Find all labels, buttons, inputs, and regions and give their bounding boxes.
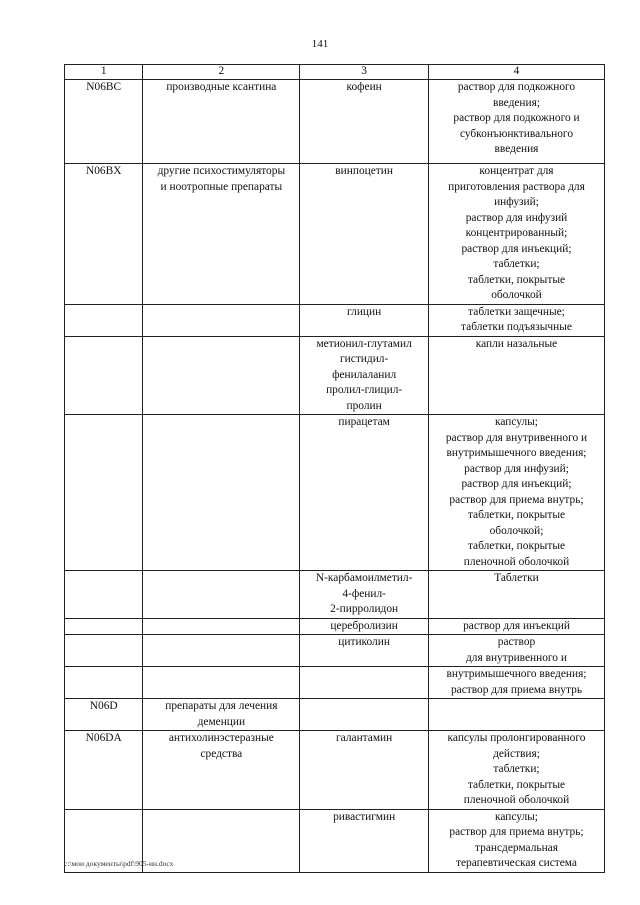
dosage-forms-cell: внутримышечного введения; раствор для приема внутрь [428,667,604,699]
atc-code-cell: N06DA [65,731,143,810]
dosage-forms-cell: капсулы пролонгированного действия; таблетки; таблетки, покрытые пленочной оболочкой [428,731,604,810]
table-header-row [65,65,605,80]
atc-code-cell: N06BC [65,80,143,164]
substance-cell: винпоцетин [300,164,429,305]
group-name-cell [143,336,300,415]
table-row [65,635,605,667]
atc-code-cell [65,336,143,415]
substance-cell: галантамин [300,731,429,810]
substance-cell: N-карбамоилметил- 4-фенил- 2-пирролидон [300,571,429,619]
substance-cell: церебролизин [300,618,429,635]
group-name-cell [143,571,300,619]
table-row [65,415,605,571]
group-name-cell [143,304,300,336]
table-row [65,699,605,731]
table-row [65,618,605,635]
atc-code-cell [65,618,143,635]
dosage-forms-cell [428,699,604,731]
atc-code-cell [65,667,143,699]
atc-code-cell [65,415,143,571]
substance-cell: глицин [300,304,429,336]
substance-cell: пирацетам [300,415,429,571]
table-row [65,80,605,164]
dosage-forms-cell: Таблетки [428,571,604,619]
table-row [65,164,605,305]
header-cell: 3 [300,65,429,80]
group-name-cell [143,618,300,635]
group-name-cell: другие психостимуляторы и ноотропные препараты [143,164,300,305]
dosage-forms-cell: раствор для внутривенного и [428,635,604,667]
atc-code-cell [65,635,143,667]
file-path-footer: c:\мои документы\pdf\905-ин.docx [64,859,174,868]
substance-cell: цитиколин [300,635,429,667]
medication-table [64,64,605,873]
group-name-cell [143,415,300,571]
atc-code-cell [65,571,143,619]
dosage-forms-cell: таблетки защечные; таблетки подъязычные [428,304,604,336]
atc-code-cell: N06D [65,699,143,731]
group-name-cell [143,635,300,667]
table-row [65,304,605,336]
dosage-forms-cell: концентрат для приготовления раствора для инфузий; раствор для инфузий концентрированный; раствор для инъекций; таблетки; таблетки, покрытые оболочкой [428,164,604,305]
table-row [65,336,605,415]
substance-cell [300,699,429,731]
atc-code-cell: N06BX [65,164,143,305]
dosage-forms-cell: раствор для подкожного введения; раствор для подкожного и субконъюнктивального введения [428,80,604,164]
substance-cell: ривастигмин [300,809,429,872]
header-cell: 4 [428,65,604,80]
page-number: 141 [311,38,329,50]
group-name-cell: препараты для лечения деменции [143,699,300,731]
substance-cell [300,667,429,699]
atc-code-cell [65,304,143,336]
dosage-forms-cell: капли назальные [428,336,604,415]
table-row [65,667,605,699]
dosage-forms-cell: капсулы; раствор для приема внутрь; трансдермальная терапевтическая система [428,809,604,872]
header-cell: 1 [65,65,143,80]
substance-cell: кофеин [300,80,429,164]
dosage-forms-cell: капсулы; раствор для внутривенного и внутримышечного введения; раствор для инфузий; раствор для инъекций; раствор для приема внутрь; таблетки, покрытые оболочкой; таблетки, покрытые пленочной оболочкой [428,415,604,571]
dosage-forms-cell: раствор для инъекций [428,618,604,635]
table-row [65,731,605,810]
group-name-cell [143,667,300,699]
substance-cell: метионил-глутамил гистидил- фенилаланил пролил-глицил- пролин [300,336,429,415]
group-name-cell: производные ксантина [143,80,300,164]
table-row [65,571,605,619]
table-body [65,80,605,873]
header-cell: 2 [143,65,300,80]
group-name-cell: антихолинэстеразные средства [143,731,300,810]
